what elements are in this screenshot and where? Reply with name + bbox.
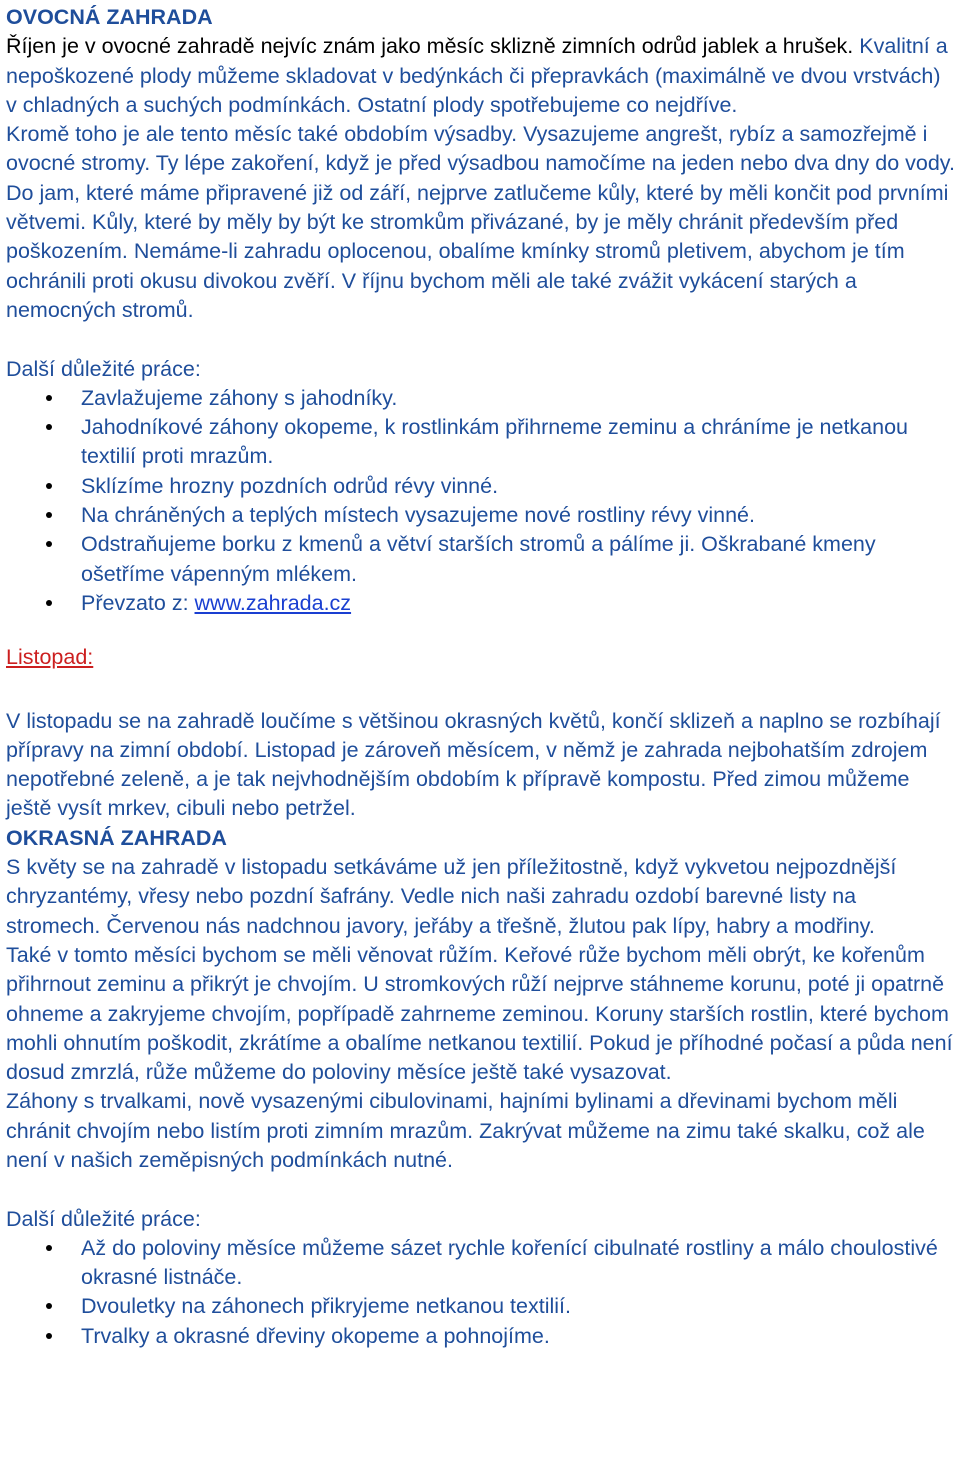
paragraph-intro-november: V listopadu se na zahradě loučíme s většinou okrasných květů, končí sklizeň a naplno se rozbíhají přípravy na zimní období. Listopad je zároveň měsícem, v němž je zahrada nejbohatším zdrojem nepotřebné zeleně, a je tak nejvhodnějším obdobím k přípravě kompostu. Před zimou můžeme ještě vysít mrkev, cibuli nebo petržel. — [6, 708, 941, 821]
bullet-icon — [46, 424, 52, 430]
bullet-icon — [46, 1303, 52, 1309]
bullet-icon — [46, 1333, 52, 1339]
intro-blue-text: Kvalitní a nepoškozené plody můžeme skladovat v bedýnkách či přepravkách (maximálně ve dvou vrstvách) v chladných a suchých podmínkách. Ostatní plody spotřebujeme co nejdříve. — [6, 34, 948, 117]
planting-lead-text: Kromě toho je ale tento měsíc také obdobím výsadby. — [6, 122, 518, 147]
source-link[interactable]: www.zahrada.cz — [194, 590, 352, 615]
list-item: Zavlažujeme záhony s jahodníky. — [6, 384, 956, 413]
tasks-list-november — [6, 1234, 956, 1351]
paragraph-flowers: S květy se na zahradě v listopadu setkáváme už jen příležitostně, když vykvetou nejpozdnější chryzantémy, vřesy nebo pozdní šafrány. Vedle nich naši zahradu ozdobí barevné listy na stromech. Červenou nás nadchnou javory, jeřáby a třešně, žlutou pak lípy, habry a modřiny. — [6, 855, 897, 938]
list-item: Sklízíme hrozny pozdních odrůd révy vinné. — [6, 472, 956, 501]
list-item: Trvalky a okrasné dřeviny okopeme a pohnojíme. — [6, 1322, 956, 1351]
list-item: Odstraňujeme borku z kmenů a větví starších stromů a pálíme ji. Oškrabané kmeny ošetříme vápenným mlékem. — [6, 530, 956, 589]
paragraph-planting — [6, 120, 956, 325]
intro-black-text: Říjen je v ovocné zahradě nejvíc znám jako měsíc sklizně zimních odrůd jablek a hrušek. — [6, 34, 854, 59]
bullet-icon — [46, 541, 52, 547]
list-item-source — [6, 589, 956, 618]
list-item: Až do poloviny měsíce můžeme sázet rychle kořenící cibulnaté rostliny a málo choulostivé okrasné listnáče. — [6, 1234, 956, 1293]
list-item: Na chráněných a teplých místech vysazujeme nové rostliny révy vinné. — [6, 501, 956, 530]
planting-body-text: Vysazujeme angrešt, rybíz a samozřejmě i ovocné stromy. Ty lépe zakoření, když je před výsadbou namočíme na jeden nebo dva dny do vody. Do jam, které máme připravené již od září, nejprve zatlučeme kůly, které by měli končit pod prvními větvemi. Kůly, které by měly by být ke stromkům přivázané, by je měly chránit především před poškozením. Nemáme-li zahradu oplocenou, obalíme kmínky stromů pletivem, abychom je tím ochránili proti okusu divokou zvěří. V říjnu bychom měli ale také zvážit vykácení starých a nemocných stromů. — [6, 122, 955, 322]
bullet-icon — [46, 1245, 52, 1251]
bullet-icon — [46, 512, 52, 518]
list-item: Jahodníkové záhony okopeme, k rostlinkám přihrneme zeminu a chráníme je netkanou textilií proti mrazům. — [6, 413, 956, 472]
list-item: Dvouletky na záhonech přikryjeme netkanou textilií. — [6, 1292, 956, 1321]
spacer — [6, 618, 956, 643]
month-heading-listopad: Listopad: — [6, 645, 94, 670]
tasks-list-october — [6, 384, 956, 618]
paragraph-intro-october — [6, 32, 956, 120]
tasks-heading-november: Další důležité práce: — [6, 1206, 201, 1231]
bullet-icon — [46, 600, 52, 606]
spacer — [6, 325, 956, 354]
paragraph-perennials: Záhony s trvalkami, nově vysazenými cibulovinami, hajními bylinami a dřevinami bychom měli chránit chvojím nebo listím proti zimním mrazům. Zakrývat můžeme na zimu také skalku, což ale není v našich zeměpisných podmínkách nutné. — [6, 1089, 925, 1172]
spacer — [6, 1175, 956, 1204]
spacer — [6, 673, 956, 707]
source-label: Převzato z: — [81, 590, 195, 615]
bullet-icon — [46, 483, 52, 489]
paragraph-roses: Také v tomto měsíci bychom se měli věnovat růžím. Keřové růže bychom měli obrýt, ke kořenům přihrnout zeminu a přikrýt je chvojím. U stromkových růží nejprve stáhneme korunu, poté ji opatrně ohneme a zakryjeme chvojím, popřípadě zahrneme zeminou. Koruny starších rostlin, které bychom mohli ohnutím poškodit, zkrátíme a obalíme netkanou textilií. Pokud je příhodné počasí a půda není dosud zmrzlá, růže můžeme do poloviny měsíce ještě také vysazovat. — [6, 942, 953, 1085]
bullet-icon — [46, 395, 52, 401]
section-heading-ovocna: OVOCNÁ ZAHRADA — [6, 5, 213, 29]
section-heading-okrasna: OKRASNÁ ZAHRADA — [6, 825, 227, 850]
tasks-heading-october: Další důležité práce: — [6, 356, 201, 381]
